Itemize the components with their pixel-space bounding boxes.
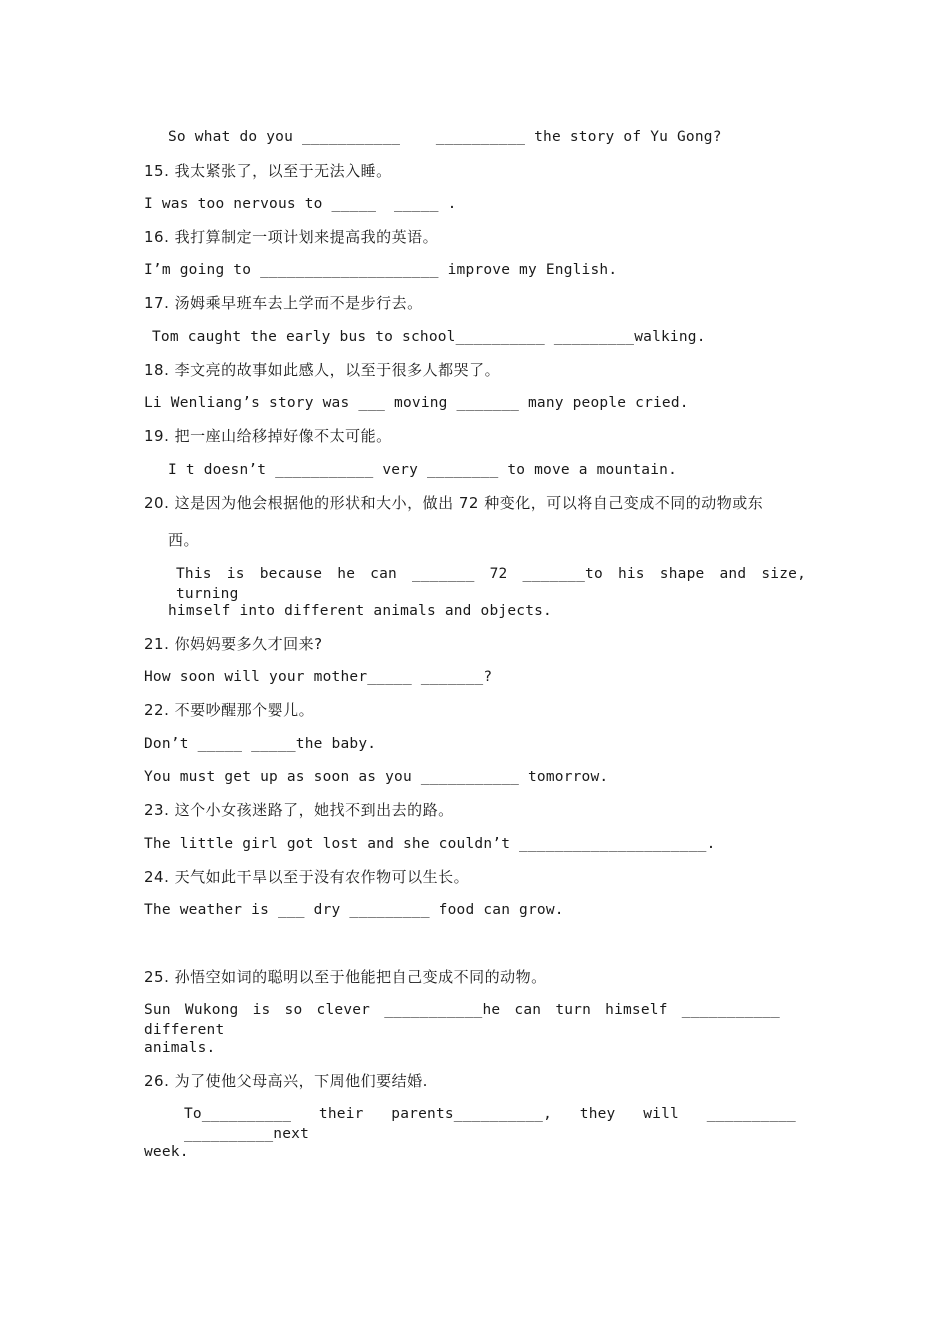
q14-english-line: So what do you ___________ __________ the story of Yu Gong? xyxy=(168,129,722,145)
q24-chinese-prompt: 24. 天气如此干旱以至于没有农作物可以生长。 xyxy=(144,868,470,886)
q19-english-line: I t doesn’t ___________ very ________ to move a mountain. xyxy=(168,462,677,478)
q25-english-line: Sun Wukong is so clever ___________he can turn himself ___________ different xyxy=(144,1002,780,1038)
q16-english-line: I’m going to ____________________ improve my English. xyxy=(144,262,618,278)
q16-chinese-prompt: 16. 我打算制定一项计划来提高我的英语。 xyxy=(144,228,439,246)
q25-english-line-cont: animals. xyxy=(144,1040,216,1056)
q17-english-line: Tom caught the early bus to school__________ _________walking. xyxy=(152,329,706,345)
q26-chinese-prompt: 26. 为了使他父母高兴，下周他们要结婚. xyxy=(144,1072,428,1090)
q24-english-line: The weather is ___ dry _________ food can grow. xyxy=(144,902,564,918)
q20-chinese-prompt-cont: 西。 xyxy=(168,531,200,549)
q15-english-line: I was too nervous to _____ _____ . xyxy=(144,196,457,212)
q25-chinese-prompt: 25. 孙悟空如词的聪明以至于他能把自己变成不同的动物。 xyxy=(144,968,547,986)
q20-english-line: This is because he can _______ 72 _______to his shape and size, turning xyxy=(176,566,806,602)
q22-extra-line: You must get up as soon as you ___________ tomorrow. xyxy=(144,769,609,785)
q26-english-line: To__________ their parents__________, they will __________ __________next xyxy=(184,1106,796,1142)
q19-chinese-prompt: 19. 把一座山给移掉好像不太可能。 xyxy=(144,427,392,445)
q15-chinese-prompt: 15. 我太紧张了，以至于无法入睡。 xyxy=(144,162,392,180)
q23-english-line: The little girl got lost and she couldn’t _____________________. xyxy=(144,836,716,852)
q23-chinese-prompt: 23. 这个小女孩迷路了，她找不到出去的路。 xyxy=(144,801,454,819)
q18-chinese-prompt: 18. 李文亮的故事如此感人，以至于很多人都哭了。 xyxy=(144,361,501,379)
q22-chinese-prompt: 22. 不要吵醒那个婴儿。 xyxy=(144,701,315,719)
q26-english-line-cont: week. xyxy=(144,1144,189,1160)
q20-chinese-prompt: 20. 这是因为他会根据他的形状和大小，做出 72 种变化，可以将自己变成不同的动物或东 xyxy=(144,494,764,512)
q22-english-line: Don’t _____ _____the baby. xyxy=(144,736,377,752)
q21-english-line: How soon will your mother_____ _______? xyxy=(144,669,493,685)
q17-chinese-prompt: 17. 汤姆乘早班车去上学而不是步行去。 xyxy=(144,294,423,312)
q18-english-line: Li Wenliang’s story was ___ moving _______ many people cried. xyxy=(144,395,689,411)
q20-english-line-cont: himself into different animals and objects. xyxy=(168,603,552,619)
q21-chinese-prompt: 21. 你妈妈要多久才回来? xyxy=(144,635,323,653)
